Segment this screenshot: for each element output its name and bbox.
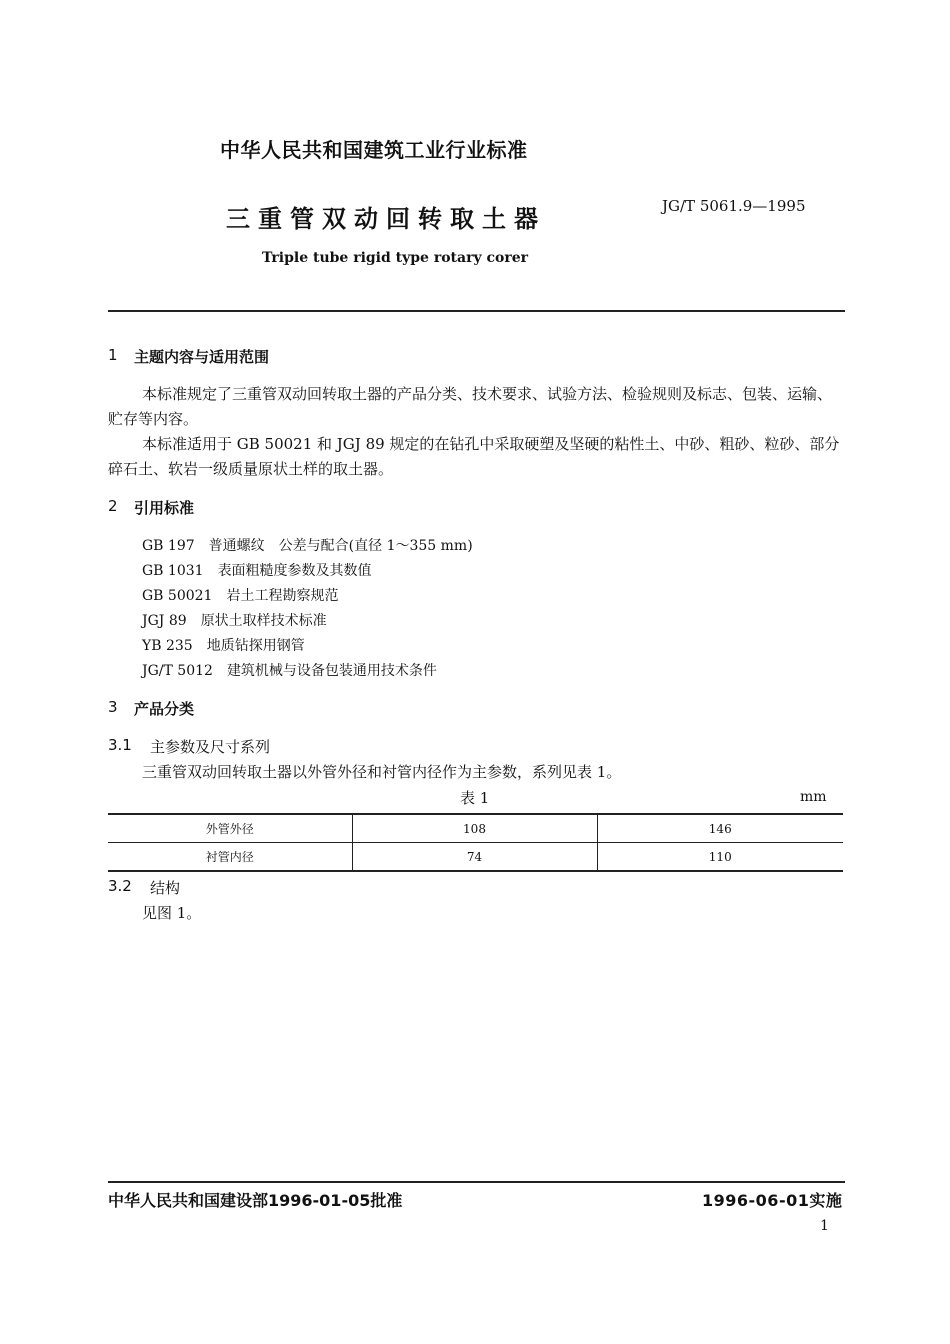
main-parameter-table	[108, 813, 843, 872]
reference-code: JG/T 5012	[142, 663, 213, 679]
section-1-paragraph-2: 本标准适用于 GB 50021 和 JGJ 89 规定的在钻孔中采取硬塑及坚硬的粘性土、中砂、粗砂、粒砂、部分碎石土、软岩一级质量原状土样的取土器。	[108, 435, 840, 478]
reference-code: GB 1031	[142, 563, 204, 579]
footer-rule	[108, 1181, 845, 1183]
section-1-number: 1	[108, 346, 118, 364]
reference-code: GB 197	[142, 538, 195, 554]
section-1-paragraph-1: 本标准规定了三重管双动回转取土器的产品分类、技术要求、试验方法、检验规则及标志、包装、运输、贮存等内容。	[108, 385, 833, 428]
english-title: Triple tube rigid type rotary corer	[262, 250, 528, 266]
section-2-number: 2	[108, 497, 118, 515]
table-cell: 146	[597, 814, 843, 843]
section-3-number: 3	[108, 698, 118, 716]
reference-name: 普通螺纹 公差与配合(直径 1～355 mm)	[208, 538, 473, 554]
table-cell: 108	[352, 814, 597, 843]
subsection-3-1-text: 三重管双动回转取土器以外管外径和衬管内径作为主参数，系列见表 1。	[142, 763, 622, 781]
table-caption: 表 1	[460, 789, 490, 807]
page-number: 1	[820, 1218, 829, 1234]
table-row	[108, 843, 843, 872]
reference-item	[142, 585, 338, 605]
table-unit: mm	[800, 789, 827, 805]
reference-item	[142, 535, 473, 555]
subsection-3-2-number: 3.2	[108, 877, 132, 895]
section-2-heading: 引用标准	[134, 499, 195, 517]
reference-item	[142, 660, 437, 680]
document-title: 三重管双动回转取土器	[226, 205, 546, 233]
issuing-organization: 中华人民共和国建筑工业行业标准	[220, 138, 528, 162]
reference-name: 地质钻探用钢管	[206, 638, 305, 654]
table-row-label: 外管外径	[108, 814, 352, 843]
table-row	[108, 814, 843, 843]
reference-item	[142, 635, 305, 655]
reference-name: 原状土取样技术标准	[200, 613, 327, 629]
reference-name: 岩土工程勘察规范	[226, 588, 339, 604]
table-row-label: 衬管内径	[108, 843, 352, 872]
header-rule	[108, 310, 845, 312]
section-3-heading: 产品分类	[134, 700, 195, 718]
table-cell: 74	[352, 843, 597, 872]
approval-line: 中华人民共和国建设部1996-01-05批准	[108, 1191, 403, 1210]
reference-code: GB 50021	[142, 588, 213, 604]
reference-name: 建筑机械与设备包装通用技术条件	[226, 663, 437, 679]
reference-name: 表面粗糙度参数及其数值	[217, 563, 372, 579]
reference-item	[142, 610, 327, 630]
subsection-3-1-heading: 主参数及尺寸系列	[150, 738, 271, 756]
table-cell: 110	[597, 843, 843, 872]
reference-code: JGJ 89	[142, 613, 187, 629]
reference-item	[142, 560, 372, 580]
subsection-3-2-heading: 结构	[150, 879, 181, 897]
reference-code: YB 235	[142, 638, 193, 654]
effective-date: 1996-06-01实施	[702, 1191, 843, 1210]
standard-code: JG/T 5061.9—1995	[662, 197, 806, 215]
section-1-heading: 主题内容与适用范围	[134, 348, 270, 366]
subsection-3-2-text: 见图 1。	[142, 904, 202, 922]
subsection-3-1-number: 3.1	[108, 736, 132, 754]
